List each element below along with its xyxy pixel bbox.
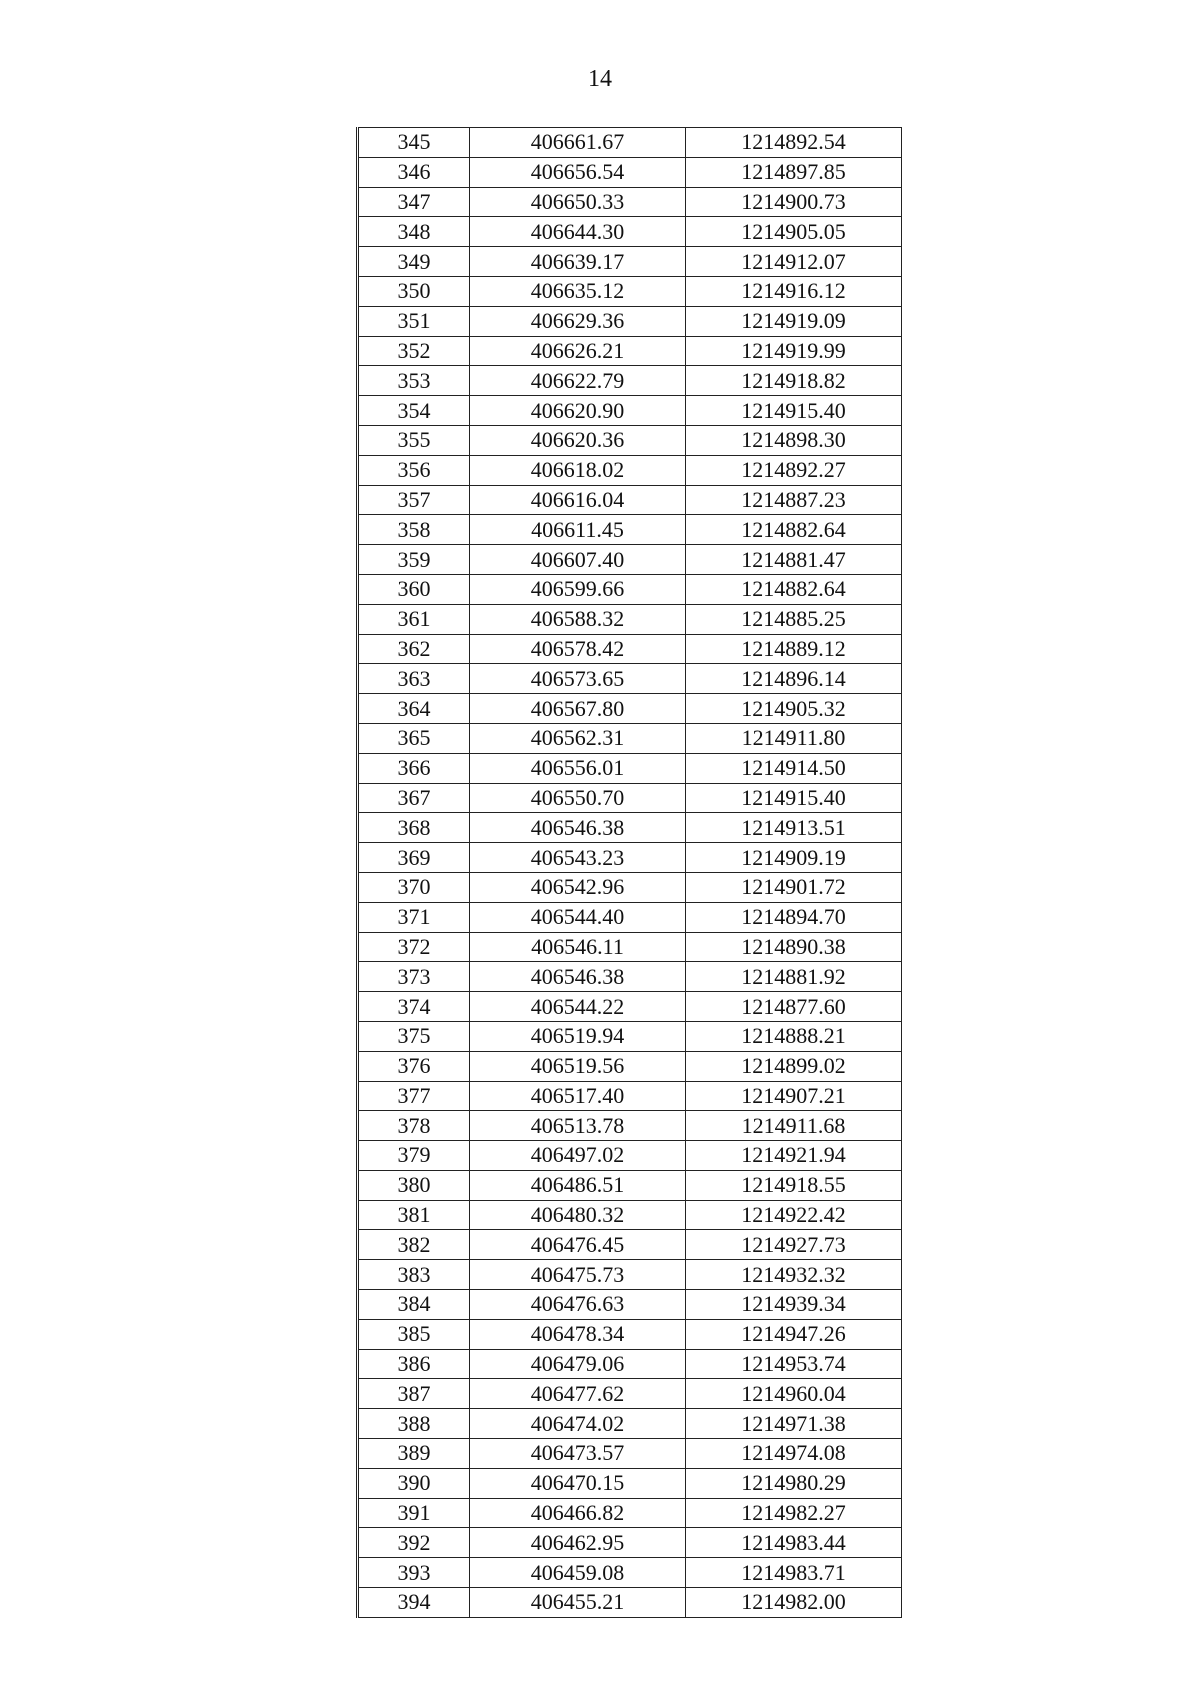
x-coordinate-cell: 406656.54 — [470, 157, 686, 187]
point-number-cell: 356 — [358, 455, 470, 485]
y-coordinate-cell: 1214916.12 — [686, 276, 902, 306]
y-coordinate-cell: 1214888.21 — [686, 1021, 902, 1051]
y-coordinate-cell: 1214905.05 — [686, 217, 902, 247]
x-coordinate-cell: 406562.31 — [470, 723, 686, 753]
y-coordinate-cell: 1214983.71 — [686, 1558, 902, 1588]
y-coordinate-cell: 1214887.23 — [686, 485, 902, 515]
point-number-cell: 392 — [358, 1528, 470, 1558]
point-number-cell: 376 — [358, 1051, 470, 1081]
x-coordinate-cell: 406477.62 — [470, 1379, 686, 1409]
coordinates-table — [356, 127, 902, 1618]
x-coordinate-cell: 406475.73 — [470, 1260, 686, 1290]
point-number-cell: 377 — [358, 1081, 470, 1111]
point-number-cell: 348 — [358, 217, 470, 247]
y-coordinate-cell: 1214892.27 — [686, 455, 902, 485]
table-row — [358, 1528, 902, 1558]
point-number-cell: 373 — [358, 962, 470, 992]
table-row — [358, 1081, 902, 1111]
table-row — [358, 932, 902, 962]
point-number-cell: 366 — [358, 753, 470, 783]
x-coordinate-cell: 406618.02 — [470, 455, 686, 485]
point-number-cell: 371 — [358, 902, 470, 932]
table-body — [358, 128, 902, 1618]
x-coordinate-cell: 406611.45 — [470, 515, 686, 545]
y-coordinate-cell: 1214927.73 — [686, 1230, 902, 1260]
table-row — [358, 515, 902, 545]
y-coordinate-cell: 1214882.64 — [686, 574, 902, 604]
table-row — [358, 1111, 902, 1141]
table-row — [358, 545, 902, 575]
point-number-cell: 380 — [358, 1170, 470, 1200]
x-coordinate-cell: 406497.02 — [470, 1141, 686, 1171]
point-number-cell: 382 — [358, 1230, 470, 1260]
x-coordinate-cell: 406556.01 — [470, 753, 686, 783]
x-coordinate-cell: 406616.04 — [470, 485, 686, 515]
y-coordinate-cell: 1214918.82 — [686, 366, 902, 396]
y-coordinate-cell: 1214885.25 — [686, 604, 902, 634]
x-coordinate-cell: 406519.56 — [470, 1051, 686, 1081]
x-coordinate-cell: 406517.40 — [470, 1081, 686, 1111]
table-row — [358, 1260, 902, 1290]
table-row — [358, 783, 902, 813]
x-coordinate-cell: 406588.32 — [470, 604, 686, 634]
y-coordinate-cell: 1214921.94 — [686, 1141, 902, 1171]
point-number-cell: 349 — [358, 247, 470, 277]
point-number-cell: 389 — [358, 1439, 470, 1469]
x-coordinate-cell: 406519.94 — [470, 1021, 686, 1051]
y-coordinate-cell: 1214907.21 — [686, 1081, 902, 1111]
x-coordinate-cell: 406455.21 — [470, 1588, 686, 1618]
table-row — [358, 694, 902, 724]
point-number-cell: 347 — [358, 187, 470, 217]
point-number-cell: 379 — [358, 1141, 470, 1171]
x-coordinate-cell: 406578.42 — [470, 634, 686, 664]
table-row — [358, 306, 902, 336]
y-coordinate-cell: 1214983.44 — [686, 1528, 902, 1558]
table-row — [358, 723, 902, 753]
y-coordinate-cell: 1214939.34 — [686, 1290, 902, 1320]
x-coordinate-cell: 406573.65 — [470, 664, 686, 694]
table-row — [358, 1498, 902, 1528]
point-number-cell: 391 — [358, 1498, 470, 1528]
table-row — [358, 664, 902, 694]
point-number-cell: 394 — [358, 1588, 470, 1618]
table-row — [358, 872, 902, 902]
x-coordinate-cell: 406466.82 — [470, 1498, 686, 1528]
x-coordinate-cell: 406607.40 — [470, 545, 686, 575]
y-coordinate-cell: 1214914.50 — [686, 753, 902, 783]
x-coordinate-cell: 406550.70 — [470, 783, 686, 813]
table-row — [358, 902, 902, 932]
x-coordinate-cell: 406470.15 — [470, 1468, 686, 1498]
x-coordinate-cell: 406635.12 — [470, 276, 686, 306]
table-row — [358, 1290, 902, 1320]
table-row — [358, 634, 902, 664]
y-coordinate-cell: 1214974.08 — [686, 1439, 902, 1469]
table-row — [358, 1051, 902, 1081]
point-number-cell: 359 — [358, 545, 470, 575]
y-coordinate-cell: 1214889.12 — [686, 634, 902, 664]
x-coordinate-cell: 406620.36 — [470, 425, 686, 455]
x-coordinate-cell: 406661.67 — [470, 128, 686, 158]
x-coordinate-cell: 406459.08 — [470, 1558, 686, 1588]
table-row — [358, 455, 902, 485]
point-number-cell: 383 — [358, 1260, 470, 1290]
point-number-cell: 365 — [358, 723, 470, 753]
x-coordinate-cell: 406486.51 — [470, 1170, 686, 1200]
table-row — [358, 425, 902, 455]
table-row — [358, 157, 902, 187]
x-coordinate-cell: 406476.63 — [470, 1290, 686, 1320]
point-number-cell: 370 — [358, 872, 470, 902]
point-number-cell: 378 — [358, 1111, 470, 1141]
table-row — [358, 1349, 902, 1379]
point-number-cell: 374 — [358, 992, 470, 1022]
point-number-cell: 393 — [358, 1558, 470, 1588]
x-coordinate-cell: 406626.21 — [470, 336, 686, 366]
y-coordinate-cell: 1214911.80 — [686, 723, 902, 753]
x-coordinate-cell: 406629.36 — [470, 306, 686, 336]
y-coordinate-cell: 1214899.02 — [686, 1051, 902, 1081]
point-number-cell: 361 — [358, 604, 470, 634]
table-row — [358, 396, 902, 426]
x-coordinate-cell: 406542.96 — [470, 872, 686, 902]
y-coordinate-cell: 1214890.38 — [686, 932, 902, 962]
table-row — [358, 962, 902, 992]
point-number-cell: 364 — [358, 694, 470, 724]
y-coordinate-cell: 1214898.30 — [686, 425, 902, 455]
y-coordinate-cell: 1214932.32 — [686, 1260, 902, 1290]
y-coordinate-cell: 1214918.55 — [686, 1170, 902, 1200]
point-number-cell: 390 — [358, 1468, 470, 1498]
table-row — [358, 217, 902, 247]
table-row — [358, 1230, 902, 1260]
point-number-cell: 385 — [358, 1319, 470, 1349]
y-coordinate-cell: 1214982.00 — [686, 1588, 902, 1618]
point-number-cell: 357 — [358, 485, 470, 515]
point-number-cell: 358 — [358, 515, 470, 545]
page-number: 14 — [588, 66, 612, 92]
table-row — [358, 843, 902, 873]
point-number-cell: 386 — [358, 1349, 470, 1379]
table-row — [358, 1439, 902, 1469]
table-row — [358, 1170, 902, 1200]
table-row — [358, 187, 902, 217]
point-number-cell: 350 — [358, 276, 470, 306]
x-coordinate-cell: 406644.30 — [470, 217, 686, 247]
table-row — [358, 336, 902, 366]
y-coordinate-cell: 1214877.60 — [686, 992, 902, 1022]
point-number-cell: 360 — [358, 574, 470, 604]
x-coordinate-cell: 406546.38 — [470, 962, 686, 992]
table-row — [358, 1200, 902, 1230]
table-row — [358, 1379, 902, 1409]
x-coordinate-cell: 406639.17 — [470, 247, 686, 277]
x-coordinate-cell: 406462.95 — [470, 1528, 686, 1558]
table-row — [358, 604, 902, 634]
table-row — [358, 992, 902, 1022]
x-coordinate-cell: 406567.80 — [470, 694, 686, 724]
point-number-cell: 355 — [358, 425, 470, 455]
point-number-cell: 387 — [358, 1379, 470, 1409]
table-row — [358, 574, 902, 604]
y-coordinate-cell: 1214901.72 — [686, 872, 902, 902]
x-coordinate-cell: 406543.23 — [470, 843, 686, 873]
x-coordinate-cell: 406480.32 — [470, 1200, 686, 1230]
table-row — [358, 1141, 902, 1171]
table-row — [358, 1319, 902, 1349]
table-row — [358, 1558, 902, 1588]
point-number-cell: 345 — [358, 128, 470, 158]
table-row — [358, 485, 902, 515]
x-coordinate-cell: 406478.34 — [470, 1319, 686, 1349]
y-coordinate-cell: 1214982.27 — [686, 1498, 902, 1528]
table-row — [358, 813, 902, 843]
x-coordinate-cell: 406474.02 — [470, 1409, 686, 1439]
x-coordinate-cell: 406622.79 — [470, 366, 686, 396]
y-coordinate-cell: 1214922.42 — [686, 1200, 902, 1230]
y-coordinate-cell: 1214960.04 — [686, 1379, 902, 1409]
point-number-cell: 369 — [358, 843, 470, 873]
x-coordinate-cell: 406546.11 — [470, 932, 686, 962]
y-coordinate-cell: 1214894.70 — [686, 902, 902, 932]
point-number-cell: 384 — [358, 1290, 470, 1320]
y-coordinate-cell: 1214897.85 — [686, 157, 902, 187]
table-row — [358, 276, 902, 306]
point-number-cell: 375 — [358, 1021, 470, 1051]
point-number-cell: 388 — [358, 1409, 470, 1439]
y-coordinate-cell: 1214881.47 — [686, 545, 902, 575]
point-number-cell: 346 — [358, 157, 470, 187]
y-coordinate-cell: 1214905.32 — [686, 694, 902, 724]
point-number-cell: 372 — [358, 932, 470, 962]
x-coordinate-cell: 406513.78 — [470, 1111, 686, 1141]
y-coordinate-cell: 1214909.19 — [686, 843, 902, 873]
table-row — [358, 1021, 902, 1051]
point-number-cell: 363 — [358, 664, 470, 694]
point-number-cell: 362 — [358, 634, 470, 664]
point-number-cell: 351 — [358, 306, 470, 336]
table-row — [358, 1409, 902, 1439]
point-number-cell: 368 — [358, 813, 470, 843]
point-number-cell: 381 — [358, 1200, 470, 1230]
y-coordinate-cell: 1214919.99 — [686, 336, 902, 366]
point-number-cell: 353 — [358, 366, 470, 396]
point-number-cell: 367 — [358, 783, 470, 813]
table-row — [358, 1588, 902, 1618]
y-coordinate-cell: 1214980.29 — [686, 1468, 902, 1498]
x-coordinate-cell: 406620.90 — [470, 396, 686, 426]
y-coordinate-cell: 1214892.54 — [686, 128, 902, 158]
table-row — [358, 1468, 902, 1498]
table-row — [358, 247, 902, 277]
y-coordinate-cell: 1214971.38 — [686, 1409, 902, 1439]
x-coordinate-cell: 406544.22 — [470, 992, 686, 1022]
y-coordinate-cell: 1214919.09 — [686, 306, 902, 336]
table-row — [358, 366, 902, 396]
y-coordinate-cell: 1214947.26 — [686, 1319, 902, 1349]
y-coordinate-cell: 1214900.73 — [686, 187, 902, 217]
y-coordinate-cell: 1214896.14 — [686, 664, 902, 694]
x-coordinate-cell: 406476.45 — [470, 1230, 686, 1260]
x-coordinate-cell: 406544.40 — [470, 902, 686, 932]
x-coordinate-cell: 406650.33 — [470, 187, 686, 217]
table-row — [358, 128, 902, 158]
y-coordinate-cell: 1214915.40 — [686, 396, 902, 426]
y-coordinate-cell: 1214881.92 — [686, 962, 902, 992]
x-coordinate-cell: 406599.66 — [470, 574, 686, 604]
y-coordinate-cell: 1214882.64 — [686, 515, 902, 545]
x-coordinate-cell: 406473.57 — [470, 1439, 686, 1469]
x-coordinate-cell: 406546.38 — [470, 813, 686, 843]
point-number-cell: 352 — [358, 336, 470, 366]
table-row — [358, 753, 902, 783]
y-coordinate-cell: 1214912.07 — [686, 247, 902, 277]
y-coordinate-cell: 1214911.68 — [686, 1111, 902, 1141]
y-coordinate-cell: 1214915.40 — [686, 783, 902, 813]
x-coordinate-cell: 406479.06 — [470, 1349, 686, 1379]
point-number-cell: 354 — [358, 396, 470, 426]
y-coordinate-cell: 1214913.51 — [686, 813, 902, 843]
y-coordinate-cell: 1214953.74 — [686, 1349, 902, 1379]
